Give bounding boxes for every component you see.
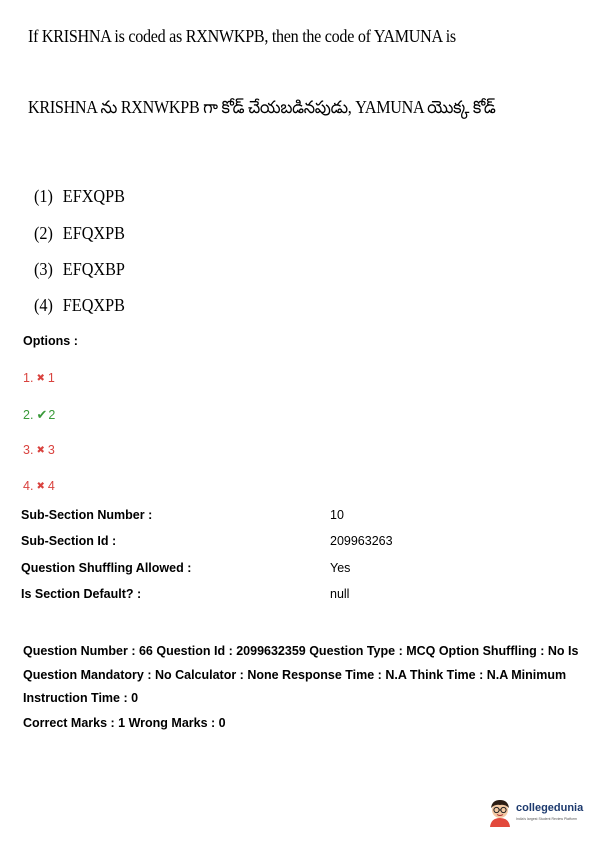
option-value: 4 <box>47 479 55 493</box>
option-number: 2. <box>23 408 34 422</box>
option-number: 3. <box>23 443 34 457</box>
sub-section-number-label: Sub-Section Number : <box>21 508 153 522</box>
choice-text: EFXQPB <box>62 186 125 206</box>
choice-1 <box>34 186 125 207</box>
brand-name: collegedunia <box>516 802 584 814</box>
choice-number: (2) <box>34 223 53 243</box>
option-value: 3 <box>47 443 55 457</box>
choice-3 <box>34 259 125 280</box>
option-2 <box>23 407 55 423</box>
question-shuffling-label: Question Shuffling Allowed : <box>21 561 192 575</box>
section-default-label: Is Section Default? : <box>21 587 142 601</box>
option-4 <box>23 479 55 493</box>
options-heading: Options : <box>23 334 78 348</box>
question-info: Question Number : 66 Question Id : 2099632359 Question Type : MCQ Option Shuffling : No Is Question Mandatory : No Calculator : None Response Time : N.A Think Time : N.A Minimum Instruction Time : 0 <box>23 644 579 705</box>
sub-section-number-value: 10 <box>330 508 344 522</box>
choice-number: (3) <box>34 259 53 279</box>
choice-4 <box>34 295 125 316</box>
choice-2 <box>34 223 125 244</box>
option-value: 2 <box>48 408 56 422</box>
sub-section-id-label: Sub-Section Id : <box>21 534 117 548</box>
cross-icon: ✖ <box>36 445 45 456</box>
option-value: 1 <box>47 371 55 385</box>
option-1 <box>23 371 55 385</box>
choice-text: FEQXPB <box>62 295 125 315</box>
cross-icon: ✖ <box>36 481 45 492</box>
choice-text: EFQXBP <box>62 259 125 279</box>
question-shuffling-value: Yes <box>330 561 351 575</box>
choice-number: (1) <box>34 186 53 206</box>
section-default-value: null <box>330 587 350 601</box>
brand-tagline: India's largest Student Review Platform <box>516 817 577 821</box>
check-icon: ✔ <box>36 407 48 422</box>
question-text-english: If KRISHNA is coded as RXNWKPB, then the code of YAMUNA is <box>28 26 456 46</box>
question-text-telugu: KRISHNA ను RXNWKPB గా కోడ్ చేయబడినపుడు, YAMUNA యొక్క కోడ్ <box>28 97 496 117</box>
marks-info: Correct Marks : 1 Wrong Marks : 0 <box>23 716 226 730</box>
brand-logo <box>486 795 586 831</box>
option-3 <box>23 443 55 457</box>
choice-text: EFQXPB <box>62 223 125 243</box>
option-number: 4. <box>23 479 34 493</box>
student-avatar-icon <box>486 797 514 827</box>
sub-section-id-value: 209963263 <box>330 534 393 548</box>
cross-icon: ✖ <box>36 373 45 384</box>
option-number: 1. <box>23 371 34 385</box>
choice-number: (4) <box>34 295 53 315</box>
